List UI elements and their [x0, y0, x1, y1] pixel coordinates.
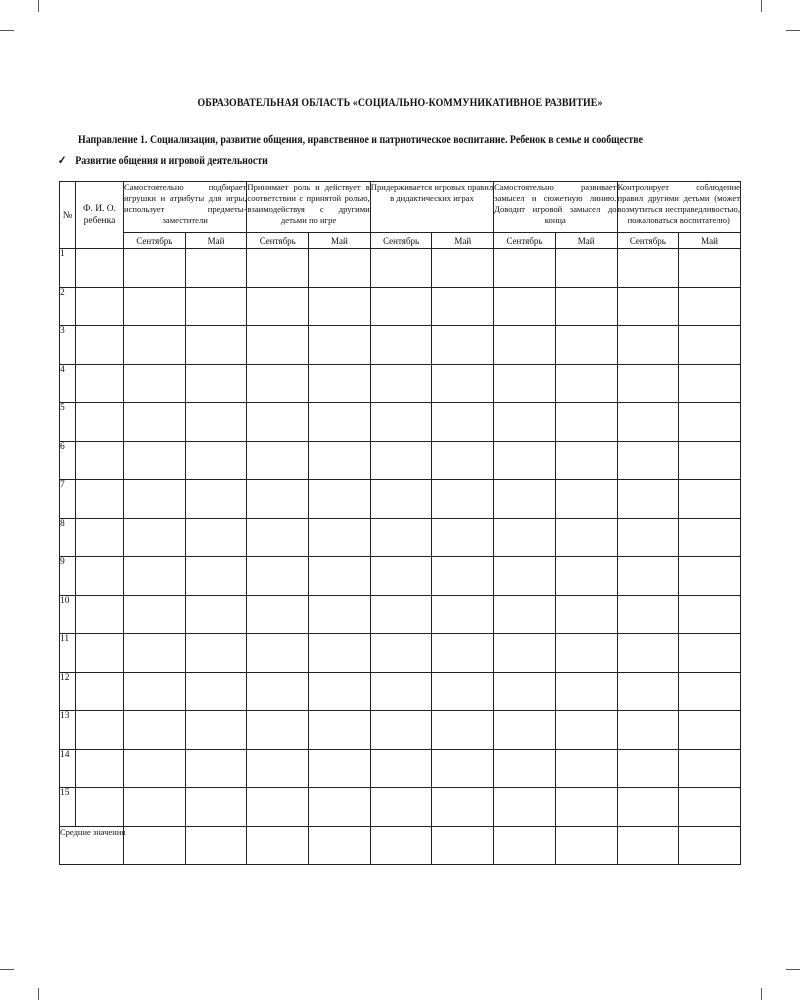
row-number: 13: [60, 711, 76, 750]
score-cell[interactable]: [124, 672, 186, 711]
score-cell[interactable]: [124, 634, 186, 673]
child-name-cell[interactable]: [76, 364, 124, 403]
month-header: Сентябрь: [124, 233, 186, 249]
subsection-heading: [58, 153, 268, 167]
score-cell[interactable]: [555, 788, 617, 827]
average-cell[interactable]: [679, 826, 741, 865]
month-header: Май: [185, 233, 247, 249]
crop-mark: [38, 0, 39, 12]
score-cell[interactable]: [247, 518, 309, 557]
score-cell[interactable]: [247, 364, 309, 403]
row-number: 5: [60, 403, 76, 442]
row-number: 12: [60, 672, 76, 711]
table-row: [60, 326, 741, 365]
score-cell[interactable]: [432, 672, 494, 711]
score-cell[interactable]: [679, 326, 741, 365]
crop-mark: [0, 30, 14, 31]
score-cell[interactable]: [370, 711, 432, 750]
score-cell[interactable]: [185, 480, 247, 519]
score-cell[interactable]: [185, 287, 247, 326]
score-cell[interactable]: [494, 672, 556, 711]
score-cell[interactable]: [617, 480, 679, 519]
score-cell[interactable]: [494, 364, 556, 403]
score-cell[interactable]: [555, 249, 617, 288]
table-row: [60, 249, 741, 288]
score-cell[interactable]: [309, 595, 371, 634]
crop-mark: [0, 969, 14, 970]
row-number: 7: [60, 480, 76, 519]
score-cell[interactable]: [679, 518, 741, 557]
score-cell[interactable]: [185, 364, 247, 403]
score-cell[interactable]: [617, 364, 679, 403]
score-cell[interactable]: [247, 711, 309, 750]
page-title: ОБРАЗОВАТЕЛЬНАЯ ОБЛАСТЬ «СОЦИАЛЬНО-КОММУНИКАТИВНОЕ РАЗВИТИЕ»: [197, 97, 603, 109]
score-cell[interactable]: [555, 480, 617, 519]
score-cell[interactable]: [370, 441, 432, 480]
score-cell[interactable]: [309, 557, 371, 596]
score-cell[interactable]: [370, 749, 432, 788]
score-cell[interactable]: [124, 749, 186, 788]
month-header: Сентябрь: [617, 233, 679, 249]
score-cell[interactable]: [370, 518, 432, 557]
score-cell[interactable]: [494, 287, 556, 326]
score-cell[interactable]: [124, 364, 186, 403]
score-cell[interactable]: [617, 672, 679, 711]
score-cell[interactable]: [432, 364, 494, 403]
score-cell[interactable]: [679, 364, 741, 403]
score-cell[interactable]: [679, 441, 741, 480]
score-cell[interactable]: [617, 518, 679, 557]
score-cell[interactable]: [124, 480, 186, 519]
score-cell[interactable]: [247, 480, 309, 519]
score-cell[interactable]: [494, 711, 556, 750]
score-cell[interactable]: [617, 711, 679, 750]
score-cell[interactable]: [679, 557, 741, 596]
score-cell[interactable]: [309, 403, 371, 442]
child-name-cell[interactable]: [76, 249, 124, 288]
month-header: Май: [555, 233, 617, 249]
score-cell[interactable]: [679, 480, 741, 519]
score-cell[interactable]: [432, 711, 494, 750]
month-header: Май: [309, 233, 371, 249]
score-cell[interactable]: [494, 480, 556, 519]
score-cell[interactable]: [432, 287, 494, 326]
score-cell[interactable]: [370, 557, 432, 596]
child-name-cell[interactable]: [76, 749, 124, 788]
score-cell[interactable]: [555, 634, 617, 673]
table-row: [60, 595, 741, 634]
score-cell[interactable]: [247, 634, 309, 673]
month-header: Сентябрь: [247, 233, 309, 249]
score-cell[interactable]: [494, 634, 556, 673]
score-cell[interactable]: [494, 557, 556, 596]
child-name-cell[interactable]: [76, 441, 124, 480]
score-cell[interactable]: [432, 557, 494, 596]
table-row: [60, 749, 741, 788]
table-row: [60, 480, 741, 519]
table-row: [60, 672, 741, 711]
criterion-header: Придерживается игровых правил в дидактических играх: [370, 182, 493, 233]
score-cell[interactable]: [185, 326, 247, 365]
score-cell[interactable]: [185, 749, 247, 788]
table-row: [60, 634, 741, 673]
score-cell[interactable]: [309, 788, 371, 827]
child-name-cell[interactable]: [76, 788, 124, 827]
score-cell[interactable]: [617, 595, 679, 634]
score-cell[interactable]: [185, 711, 247, 750]
score-cell[interactable]: [494, 595, 556, 634]
average-label: Средние значения: [60, 826, 124, 865]
score-cell[interactable]: [555, 518, 617, 557]
average-row: [60, 826, 741, 865]
score-cell[interactable]: [617, 287, 679, 326]
child-name-cell[interactable]: [76, 557, 124, 596]
score-cell[interactable]: [432, 788, 494, 827]
score-cell[interactable]: [370, 595, 432, 634]
score-cell[interactable]: [247, 749, 309, 788]
average-cell[interactable]: [124, 826, 186, 865]
average-cell[interactable]: [555, 826, 617, 865]
score-cell[interactable]: [309, 287, 371, 326]
score-cell[interactable]: [185, 672, 247, 711]
score-cell[interactable]: [185, 403, 247, 442]
child-name-cell[interactable]: [76, 403, 124, 442]
score-cell[interactable]: [679, 711, 741, 750]
score-cell[interactable]: [617, 788, 679, 827]
score-cell[interactable]: [185, 249, 247, 288]
column-header-name: Ф. И. О. ребенка: [76, 182, 124, 249]
score-cell[interactable]: [309, 749, 371, 788]
row-number: 3: [60, 326, 76, 365]
row-number: 10: [60, 595, 76, 634]
average-cell[interactable]: [617, 826, 679, 865]
score-cell[interactable]: [432, 441, 494, 480]
score-cell[interactable]: [494, 518, 556, 557]
subsection-label: Развитие общения и игровой деятельности: [75, 155, 268, 167]
score-cell[interactable]: [555, 364, 617, 403]
score-cell[interactable]: [432, 326, 494, 365]
score-cell[interactable]: [494, 249, 556, 288]
score-cell[interactable]: [555, 326, 617, 365]
score-cell[interactable]: [494, 749, 556, 788]
criterion-header: Самостоятельно подбирает игрушки и атрибуты для игры, использует предметы-заместители: [124, 182, 247, 233]
score-cell[interactable]: [370, 287, 432, 326]
score-cell[interactable]: [679, 749, 741, 788]
score-cell[interactable]: [247, 672, 309, 711]
score-cell[interactable]: [679, 595, 741, 634]
score-cell[interactable]: [124, 595, 186, 634]
score-cell[interactable]: [370, 364, 432, 403]
score-cell[interactable]: [124, 249, 186, 288]
table-row: [60, 788, 741, 827]
score-cell[interactable]: [309, 441, 371, 480]
score-cell[interactable]: [679, 672, 741, 711]
score-cell[interactable]: [185, 441, 247, 480]
score-cell[interactable]: [555, 595, 617, 634]
score-cell[interactable]: [494, 788, 556, 827]
score-cell[interactable]: [555, 557, 617, 596]
table-row: [60, 364, 741, 403]
score-cell[interactable]: [247, 441, 309, 480]
score-cell[interactable]: [309, 634, 371, 673]
score-cell[interactable]: [432, 249, 494, 288]
score-cell[interactable]: [494, 441, 556, 480]
crop-mark: [761, 0, 762, 12]
average-cell[interactable]: [185, 826, 247, 865]
score-cell[interactable]: [617, 634, 679, 673]
criterion-header: Принимает роль и действует в соответствии с принятой ролью, взаимодействуя с другими детьми по игре: [247, 182, 370, 233]
score-cell[interactable]: [617, 749, 679, 788]
score-cell[interactable]: [370, 672, 432, 711]
score-cell[interactable]: [247, 326, 309, 365]
score-cell[interactable]: [494, 326, 556, 365]
average-cell[interactable]: [247, 826, 309, 865]
score-cell[interactable]: [555, 711, 617, 750]
score-cell[interactable]: [124, 287, 186, 326]
score-cell[interactable]: [124, 788, 186, 827]
score-cell[interactable]: [309, 326, 371, 365]
score-cell[interactable]: [432, 595, 494, 634]
score-cell[interactable]: [247, 287, 309, 326]
child-name-cell[interactable]: [76, 634, 124, 673]
row-number: 1: [60, 249, 76, 288]
score-cell[interactable]: [617, 557, 679, 596]
score-cell[interactable]: [309, 518, 371, 557]
month-header: Сентябрь: [494, 233, 556, 249]
row-number: 14: [60, 749, 76, 788]
table-row: [60, 403, 741, 442]
score-cell[interactable]: [617, 326, 679, 365]
score-cell[interactable]: [370, 249, 432, 288]
score-cell[interactable]: [617, 249, 679, 288]
score-cell[interactable]: [679, 287, 741, 326]
table-row: [60, 711, 741, 750]
score-cell[interactable]: [309, 672, 371, 711]
child-name-cell[interactable]: [76, 595, 124, 634]
score-cell[interactable]: [617, 403, 679, 442]
row-number: 11: [60, 634, 76, 673]
crop-mark: [761, 988, 762, 1000]
score-cell[interactable]: [124, 711, 186, 750]
child-name-cell[interactable]: [76, 711, 124, 750]
score-cell[interactable]: [309, 364, 371, 403]
score-cell[interactable]: [432, 634, 494, 673]
crop-mark: [38, 988, 39, 1000]
row-number: 9: [60, 557, 76, 596]
score-cell[interactable]: [370, 634, 432, 673]
score-cell[interactable]: [185, 557, 247, 596]
score-cell[interactable]: [555, 441, 617, 480]
score-cell[interactable]: [370, 403, 432, 442]
row-number: 6: [60, 441, 76, 480]
child-name-cell[interactable]: [76, 326, 124, 365]
score-cell[interactable]: [679, 249, 741, 288]
average-cell[interactable]: [370, 826, 432, 865]
score-cell[interactable]: [309, 711, 371, 750]
score-cell[interactable]: [617, 441, 679, 480]
score-cell[interactable]: [432, 403, 494, 442]
table-row: [60, 287, 741, 326]
score-cell[interactable]: [124, 441, 186, 480]
score-cell[interactable]: [124, 326, 186, 365]
score-cell[interactable]: [370, 788, 432, 827]
child-name-cell[interactable]: [76, 518, 124, 557]
score-cell[interactable]: [555, 749, 617, 788]
row-number: 8: [60, 518, 76, 557]
score-cell[interactable]: [494, 403, 556, 442]
crop-mark: [786, 969, 800, 970]
month-header: Май: [679, 233, 741, 249]
criterion-header: Самостоятельно развивает замысел и сюжетную линию. Доводит игровой замысел до конца: [494, 182, 617, 233]
score-cell[interactable]: [432, 518, 494, 557]
score-cell[interactable]: [679, 403, 741, 442]
score-cell[interactable]: [247, 557, 309, 596]
table-row: [60, 557, 741, 596]
score-cell[interactable]: [555, 403, 617, 442]
score-cell[interactable]: [185, 634, 247, 673]
table-body: [60, 249, 741, 865]
score-cell[interactable]: [679, 634, 741, 673]
score-cell[interactable]: [679, 788, 741, 827]
score-cell[interactable]: [124, 403, 186, 442]
score-cell[interactable]: [432, 480, 494, 519]
score-cell[interactable]: [432, 749, 494, 788]
average-cell[interactable]: [432, 826, 494, 865]
score-cell[interactable]: [185, 595, 247, 634]
row-number: 4: [60, 364, 76, 403]
score-cell[interactable]: [185, 788, 247, 827]
score-cell[interactable]: [185, 518, 247, 557]
assessment-table: [59, 181, 741, 865]
table-row: [60, 441, 741, 480]
month-header: Май: [432, 233, 494, 249]
direction-heading: Направление 1. Социализация, развитие общения, нравственное и патриотическое воспитание. Ребенок в семье и сообществе: [78, 134, 644, 146]
average-cell[interactable]: [494, 826, 556, 865]
checkmark-icon: ✓: [58, 155, 67, 167]
score-cell[interactable]: [247, 403, 309, 442]
score-cell[interactable]: [555, 672, 617, 711]
column-header-number: №: [60, 182, 76, 249]
crop-mark: [786, 30, 800, 31]
score-cell[interactable]: [247, 249, 309, 288]
score-cell[interactable]: [370, 326, 432, 365]
table-row: [60, 518, 741, 557]
child-name-cell[interactable]: [76, 672, 124, 711]
child-name-cell[interactable]: [76, 287, 124, 326]
score-cell[interactable]: [124, 557, 186, 596]
average-cell[interactable]: [309, 826, 371, 865]
criterion-header: Контролирует соблюдение правил другими детьми (может возмутиться несправедливостью, пожаловаться воспитателю): [617, 182, 741, 233]
score-cell[interactable]: [309, 249, 371, 288]
row-number: 2: [60, 287, 76, 326]
month-header: Сентябрь: [370, 233, 432, 249]
score-cell[interactable]: [309, 480, 371, 519]
score-cell[interactable]: [247, 788, 309, 827]
row-number: 15: [60, 788, 76, 827]
month-header-row: [60, 233, 741, 249]
score-cell[interactable]: [247, 595, 309, 634]
child-name-cell[interactable]: [76, 480, 124, 519]
score-cell[interactable]: [124, 518, 186, 557]
score-cell[interactable]: [370, 480, 432, 519]
score-cell[interactable]: [555, 287, 617, 326]
